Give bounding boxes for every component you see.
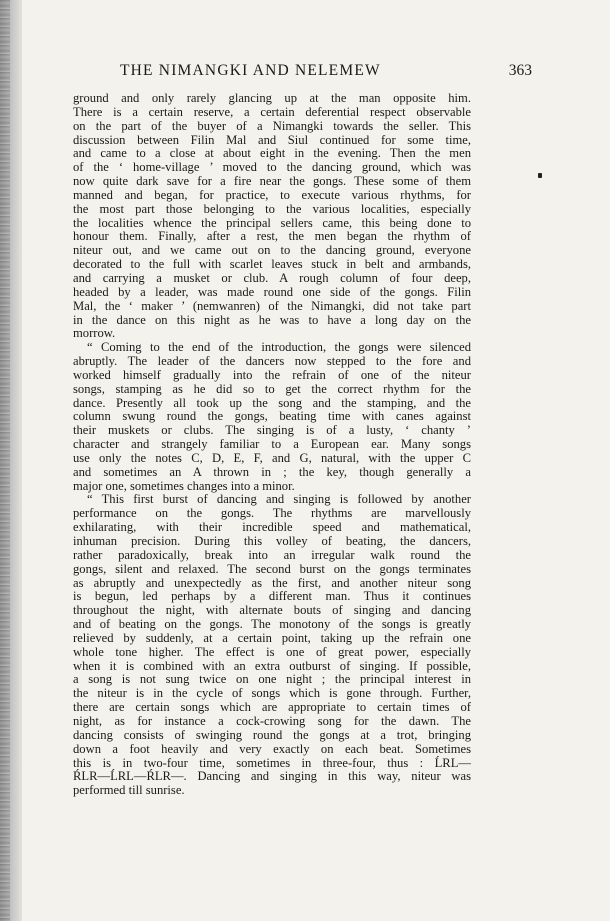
text-line: and sometimes an A thrown in ; the key, though generally a: [73, 464, 471, 479]
text-line: headed by a leader, was made round one side of the gongs. Filin: [73, 284, 471, 299]
text-line: as abruptly and unexpectedly as the first, and another niteur song: [73, 575, 471, 590]
text-line: “ This first burst of dancing and singing is followed by another: [87, 492, 471, 507]
text-line: column swung round the gongs, beating time with canes against: [73, 409, 471, 424]
text-line: use only the notes C, D, E, F, and G, natural, with the upper C: [73, 450, 471, 465]
page-header: [70, 62, 590, 86]
text-line: this is in two-four time, sometimes in three-four, thus : ĹRL—: [73, 755, 471, 770]
text-line: niteur out, and we came out on to the dancing ground, everyone: [73, 243, 471, 258]
text-line: inhuman precision. During this volley of beating, the dancers,: [73, 534, 471, 548]
text-line: ŔLR—ĹRL—ŔLR—. Dancing and singing in this way, niteur was: [73, 769, 471, 784]
text-line: there are certain songs which are appropriate to certain times of: [73, 700, 471, 715]
text-line: now quite dark save for a fire near the gongs. These some of them: [73, 174, 471, 189]
text-line: manned and began, for practice, to execute various rhythms, for: [73, 187, 471, 202]
text-line: in the dance on this night as he was to have a long day on the: [73, 312, 471, 327]
text-line: honour them. Finally, after a rest, the men began the rhythm of: [73, 229, 471, 244]
running-head: THE NIMANGKI AND NELEMEW: [120, 62, 381, 79]
text-line: character and strangely familiar to a European ear. Many songs: [73, 437, 471, 452]
text-line: when it is combined with an extra outburst of singing. If possible,: [73, 658, 471, 673]
text-line: abruptly. The leader of the dancers now stepped to the fore and: [73, 354, 471, 369]
text-line: exhilarating, with their incredible speed and mathematical,: [73, 520, 471, 535]
text-line: worked himself gradually into the refrain of one of the niteur: [73, 367, 471, 382]
text-line: throughout the night, with alternate bouts of singing and dancing: [73, 603, 471, 618]
text-line: whole tone higher. The effect is one of great power, especially: [73, 644, 471, 659]
binding-edge: [0, 0, 10, 921]
text-line: morrow.: [73, 326, 116, 341]
text-line: discussion between Filin Mal and Siul continued for some time,: [73, 132, 471, 147]
page-number: 363: [508, 62, 532, 79]
text-line: the localities whence the principal sellers came, this being done to: [73, 215, 471, 230]
text-line: their muskets or clubs. The singing is of a lusty, ‘ chanty ’: [73, 423, 471, 438]
text-line: There is a certain reserve, a certain deferential respect observable: [73, 104, 471, 119]
text-line: major one, sometimes changes into a minor.: [73, 478, 295, 493]
text-line: ground and only rarely glancing up at the man opposite him.: [73, 91, 471, 105]
text-line: decorated to the full with scarlet leaves stuck in belt and armbands,: [73, 257, 471, 272]
text-line: relieved by suddenly, at a certain point, taking up the refrain one: [73, 630, 471, 645]
text-line: Mal, the ‘ maker ’ (nemwanren) of the Nimangki, did not take part: [73, 298, 471, 313]
text-line: gongs, silent and relaxed. The second burst on the gongs terminates: [73, 561, 471, 576]
margin-mark: [538, 173, 542, 178]
text-line: night, as for instance a cock-crowing song for the dawn. The: [73, 713, 471, 728]
text-line: the niteur is in the cycle of songs which is gone through. Further,: [73, 686, 471, 701]
text-line: the most part those belonging to the various localities, especially: [73, 201, 471, 216]
text-line: songs, stamping as he did so to get the correct rhythm for the: [73, 381, 471, 396]
text-line: dance. Presently all took up the song and the stamping, and the: [73, 395, 471, 410]
text-line: and carrying a musket or club. A rough column of four deep,: [73, 270, 471, 285]
text-line: and came to a close at about eight in the evening. Then the men: [73, 146, 471, 161]
text-line: dancing consists of swinging round the gongs at a trot, bringing: [73, 727, 471, 742]
text-line: of the ‘ home-village ’ moved to the dancing ground, which was: [73, 160, 471, 175]
text-line: “ Coming to the end of the introduction, the gongs were silenced: [87, 340, 471, 355]
body-text: [73, 92, 471, 798]
text-line: performed till sunrise.: [73, 783, 185, 798]
text-line: and of beating on the gongs. The monotony of the songs is greatly: [73, 617, 471, 632]
text-line: rather paradoxically, break into an irregular walk round the: [73, 547, 471, 562]
text-line: down a foot heavily and very exactly on each beat. Sometimes: [73, 741, 471, 756]
text-line: on the part of the buyer of a Nimangki towards the seller. This: [73, 118, 471, 133]
text-line: a song is not sung twice on one night ; the principal interest in: [73, 672, 471, 687]
text-line: is begun, led perhaps by a different man. Thus it continues: [73, 589, 471, 604]
text-line: performance on the gongs. The rhythms are marvellously: [73, 506, 471, 521]
